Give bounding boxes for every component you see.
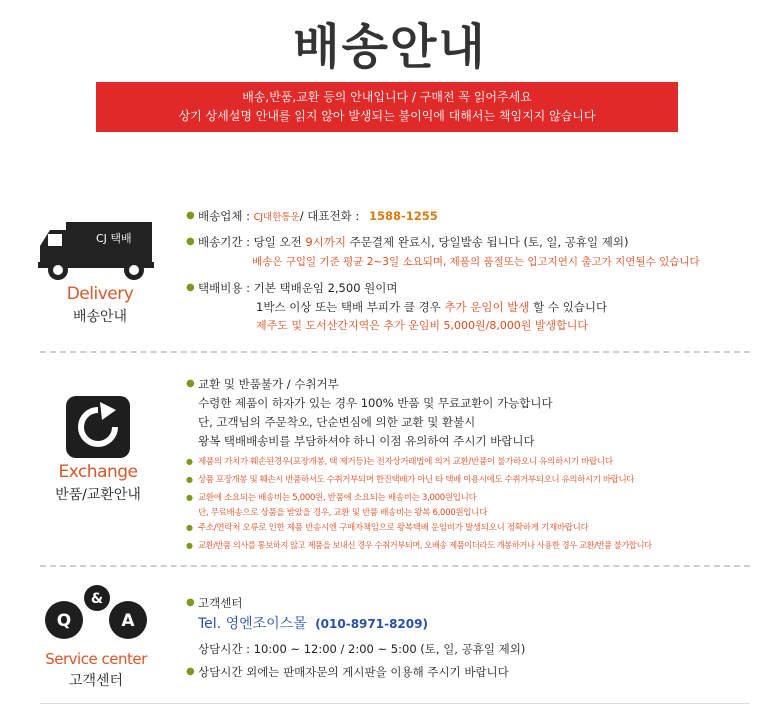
qa-icon [42, 584, 152, 644]
exchange-ko-label: 반품/교환안내 [55, 487, 141, 503]
delivery-ko-label: 배송안내 [72, 309, 128, 325]
delivery-fee-line-2: 1박스 이상 또는 택배 부피가 클 경우 추가 운임이 발생 할 수 있습니다 [256, 300, 608, 314]
notice-line-1: 배송,반품,교환 등의 안내입니다 / 구매전 꼭 읽어주세요 [242, 90, 532, 104]
service-tel: Tel. 영엔조이스몰 (010-8971-8209) [198, 616, 428, 632]
delivery-company: 배송업체 : CJ대한통운/ 대표전화 : 1588-1255 [198, 209, 438, 223]
delivery-fee-line-1: 택배비용 : 기본 택배운임 2,500 원이며 [198, 281, 398, 295]
delivery-phone: 1588-1255 [368, 209, 438, 223]
truck-icon [38, 218, 156, 282]
bullet-icon: ● [186, 666, 195, 677]
service-tel-number: (010-8971-8209) [315, 617, 428, 631]
q-letter: Q [56, 611, 72, 631]
delivery-fee-line-3: 제주도 및 도서산간지역은 추가 운임비 5,000원/8,000원 발생합니다 [256, 319, 589, 332]
bullet-icon: ● [186, 541, 193, 550]
bullet-icon: ● [186, 597, 195, 608]
exchange-note-4: 단, 무료배송으로 상품을 받았을 경우, 교환 및 반품 배송비는 왕복 6,000원입니다 [198, 508, 487, 518]
exchange-head: 교환 및 반품불가 / 수취거부 [198, 377, 339, 391]
bottom-divider [40, 703, 750, 704]
delivery-en-label: Delivery [66, 284, 134, 304]
service-head: 고객센터 [198, 596, 243, 610]
exchange-note-3: 교환에 소요되는 배송비는 5,000원, 반품에 소요되는 배송비는 3,000원입니다 [198, 493, 477, 503]
exchange-note-1: 제품의 가치가 훼손된경우(포장개봉, 택 제거등)는 전자상거래법에 의거 교환/반품이 불가하오니 유의하시기 바랍니다 [198, 457, 613, 467]
delivery-period-note: 배송은 구입일 기준 평균 2~3일 소요되며, 제품의 품절또는 입고지연시 출고가 지연될수 있습니다 [252, 256, 700, 268]
exchange-line-2: 단, 고객님의 주문착오, 단순변심에 의한 교환 및 환불시 [198, 415, 476, 429]
section-divider [40, 351, 750, 353]
bullet-icon: ● [186, 210, 195, 221]
bullet-icon: ● [186, 523, 193, 532]
exchange-note-2: 상품 포장개봉 및 훼손시 반품하셔도 수취거부되며 한진택배가 아닌 타 택배 이용시에도 수취거부되오니 유의하시기 바랍니다 [198, 475, 635, 485]
exchange-line-3: 왕복 택배배송비를 부담하셔야 하니 이점 유의하여 주시기 바랍니다 [198, 434, 535, 448]
delivery-period: 배송기간 : 당일 오전 9시까지 주문결제 완료시, 당일발송 됩니다 (토, 일, 공휴일 제외) [198, 235, 629, 249]
exchange-icon [66, 396, 130, 458]
bullet-icon: ● [186, 378, 195, 389]
exchange-note-6: 교환/반품 의사를 통보하지 않고 제품을 보내신 경우 수취거부되며, 오배송 제품이더라도 개봉하거나 사용한 경우 교환/반품 불가합니다 [198, 540, 652, 550]
service-en-label: Service center [45, 650, 147, 668]
bullet-icon: ● [186, 475, 193, 484]
notice-line-2: 상기 상세설명 안내를 읽지 않아 발생되는 불이익에 대해서는 책임지지 않습니다 [178, 109, 596, 123]
truck-label: CJ 택배 [96, 232, 132, 245]
bullet-icon: ● [186, 282, 195, 293]
bullet-icon: ● [186, 493, 193, 502]
page-title: 배송안내 [293, 19, 487, 75]
bullet-icon: ● [186, 457, 193, 466]
a-letter: A [121, 611, 135, 631]
exchange-en-label: Exchange [58, 462, 138, 482]
service-hours: 상담시간 : 10:00 ~ 12:00 / 2:00 ~ 5:00 (토, 일, 공휴일 제외) [198, 642, 526, 656]
amp-letter: & [90, 591, 104, 607]
exchange-note-5: 주소/연락처 오류로 인한 제품 반송시엔 구매자책임으로 왕복택배 운임비가 발생되오니 정확하게 기재바랍니다 [198, 523, 589, 533]
notice-banner [96, 82, 678, 132]
section-divider [40, 565, 750, 567]
service-ko-label: 고객센터 [68, 673, 124, 689]
bullet-icon: ● [186, 236, 195, 247]
exchange-line-1: 수령한 제품이 하자가 있는 경우 100% 반품 및 무료교환이 가능합니다 [198, 396, 553, 410]
service-after-hours: 상담시간 외에는 판매자문의 게시판을 이용해 주시기 바랍니다 [198, 665, 509, 679]
